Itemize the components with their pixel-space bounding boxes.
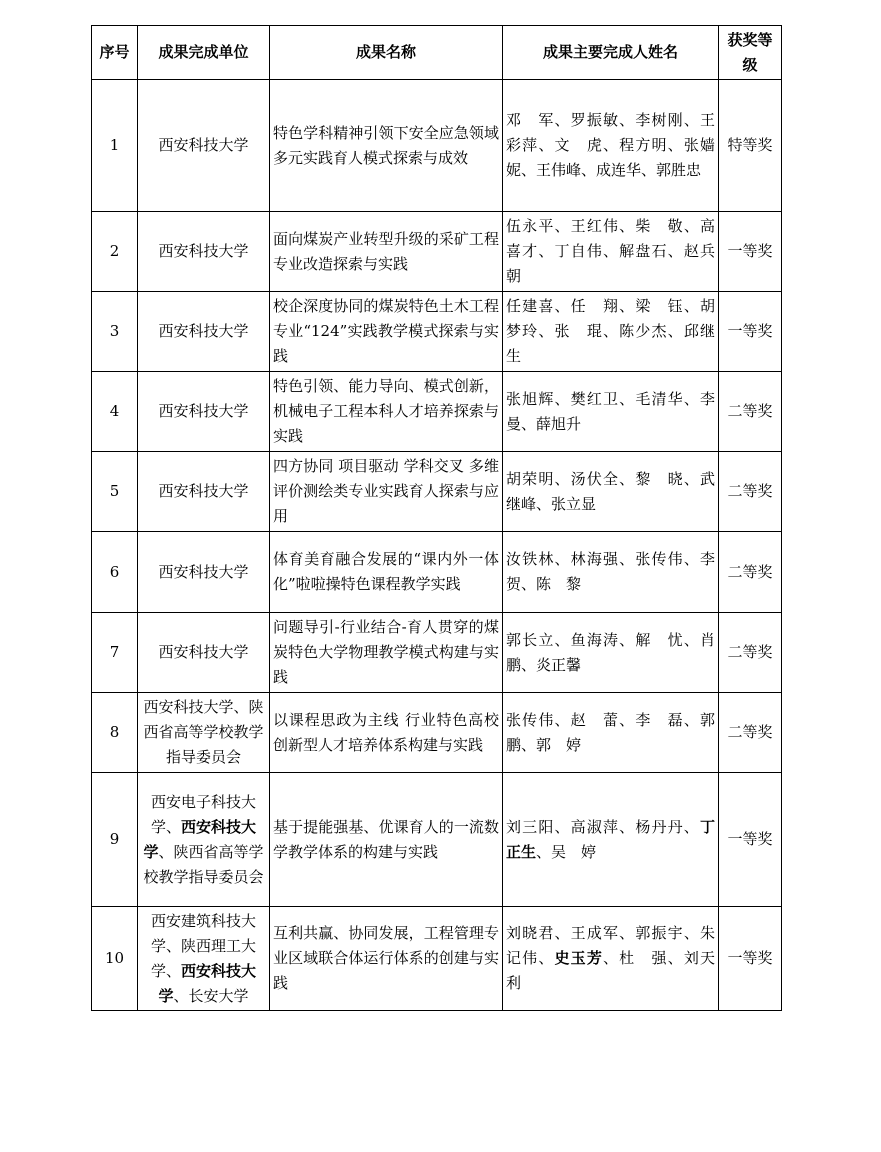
people-text: 张旭辉、樊红卫、毛清华、李 曼、薛旭升: [506, 389, 731, 433]
cell-people: [503, 212, 719, 292]
table-body: [92, 80, 782, 1011]
table-row: [92, 452, 782, 532]
table-row: [92, 773, 782, 907]
cell-no: 3: [92, 292, 138, 372]
cell-title: 互利共赢、协同发展，工程管理专业区域联合体运行体系的创建与实践: [270, 907, 503, 1011]
cell-award: 一等奖: [719, 292, 782, 372]
cell-people: [503, 773, 719, 907]
unit-text: 、长安大学: [173, 986, 249, 1005]
people-text: 胡荣明、汤伏全、黎 晓、武继峰、张立显: [506, 469, 715, 513]
cell-title: 问题导引-行业结合-育人贯穿的煤炭特色大学物理教学模式构建与实践: [270, 613, 503, 693]
cell-no: 8: [92, 693, 138, 773]
cell-people: [503, 907, 719, 1011]
header-award: 获奖等级: [719, 26, 782, 80]
cell-title: 四方协同 项目驱动 学科交叉 多维评价测绘类专业实践育人探索与应用: [270, 452, 503, 532]
cell-unit: [138, 372, 270, 452]
people-text: 汝铁林、林海强、张传伟、李 贺、陈 黎: [506, 550, 731, 593]
cell-people: [503, 372, 731, 452]
cell-award: 二等奖: [719, 372, 782, 452]
cell-unit: [138, 693, 270, 773]
cell-unit: [138, 773, 270, 907]
unit-text: 、陕西省高等学校教学指导委员会: [143, 842, 264, 886]
table-row: [92, 372, 782, 452]
people-text: 刘三阳、高淑萍、杨丹丹、: [506, 817, 700, 836]
unit-text: 西安科技大学: [158, 322, 249, 340]
unit-text: 西安科技大学: [158, 482, 249, 500]
cell-title: 校企深度协同的煤炭特色土木工程专业“124”实践教学模式探索与实践: [270, 292, 503, 372]
people-highlight: 丁正生: [506, 817, 715, 861]
cell-award: 一等奖: [719, 212, 782, 292]
cell-people: [503, 80, 719, 212]
header-unit: 成果完成单位: [138, 26, 270, 80]
table-row: [92, 907, 782, 1011]
unit-text: 西安科技大学: [158, 242, 249, 260]
header-title: 成果名称: [270, 26, 503, 80]
cell-people: [503, 613, 731, 693]
cell-title: 面向煤炭产业转型升级的采矿工程专业改造探索与实践: [270, 212, 503, 292]
unit-text: 西安科技大学: [158, 643, 249, 661]
table-row: [92, 532, 782, 613]
cell-title: 以课程思政为主线 行业特色高校创新型人才培养体系构建与实践: [270, 693, 503, 773]
people-text: 郭长立、鱼海涛、解 忧、肖 鹏、炎正馨: [506, 630, 731, 674]
cell-no: 9: [92, 773, 138, 907]
cell-award: 二等奖: [719, 693, 782, 773]
cell-no: 4: [92, 372, 138, 452]
unit-text: 西安科技大学: [158, 136, 249, 154]
cell-award: 特等奖: [719, 80, 782, 212]
people-text: 、吴 婷: [536, 842, 597, 861]
people-text: 刘晓君、王成军、郭振宇、朱记伟、: [506, 924, 715, 967]
cell-people: [503, 532, 731, 613]
cell-unit: [138, 613, 270, 693]
people-text: 任建喜、任 翔、梁 钰、胡梦玲、张 琨、陈少杰、邱继生: [506, 297, 715, 365]
cell-unit: [138, 532, 270, 613]
cell-no: 2: [92, 212, 138, 292]
cell-no: 1: [92, 80, 138, 212]
cell-people: [503, 452, 719, 532]
cell-unit: [138, 80, 270, 212]
cell-no: 7: [92, 613, 138, 693]
cell-award: 二等奖: [719, 532, 782, 613]
unit-text: 西安科技大学: [158, 402, 249, 420]
cell-award: 一等奖: [719, 907, 782, 1011]
cell-award: 二等奖: [719, 452, 782, 532]
cell-no: 10: [92, 907, 138, 1011]
cell-unit: [138, 907, 270, 1011]
header-people: 成果主要完成人姓名: [503, 26, 719, 80]
people-highlight: 史玉芳: [554, 949, 603, 967]
unit-text: 西安科技大学、陕西省高等学校教学指导委员会: [143, 698, 264, 766]
cell-no: 6: [92, 532, 138, 613]
unit-highlight: 西安科技大学: [158, 961, 257, 1005]
people-text: 伍永平、王红伟、柴 敬、高喜才、丁自伟、解盘石、赵兵朝: [506, 217, 715, 285]
cell-people: [503, 693, 731, 773]
header-row: [92, 26, 782, 80]
cell-award: 二等奖: [719, 613, 782, 693]
people-text: 张传伟、赵 蕾、李 磊、郭 鹏、郭 婷: [506, 710, 731, 754]
cell-title: 基于提能强基、优课育人的一流数学教学体系的构建与实践: [270, 773, 503, 907]
cell-title: 体育美育融合发展的“课内外一体化”啦啦操特色课程教学实践: [270, 532, 503, 613]
table-row: [92, 212, 782, 292]
unit-highlight: 西安科技大学: [143, 817, 257, 861]
table-row: [92, 80, 782, 212]
table-row: [92, 613, 782, 693]
cell-people: [503, 292, 719, 372]
table-row: [92, 693, 782, 773]
people-text: 、杜 强、刘天利: [506, 949, 715, 992]
cell-title: 特色学科精神引领下安全应急领域多元实践育人模式探索与成效: [270, 80, 503, 212]
cell-unit: [138, 292, 270, 372]
awards-table: [91, 25, 782, 1011]
unit-text: 西安建筑科技大学、陕西理工大学、: [150, 911, 256, 980]
cell-award: 一等奖: [719, 773, 782, 907]
table-row: [92, 292, 782, 372]
unit-text: 西安科技大学: [158, 562, 249, 581]
cell-title: 特色引领、能力导向、模式创新，机械电子工程本科人才培养探索与实践: [270, 372, 503, 452]
header-no: 序号: [92, 26, 138, 80]
people-text: 邓 军、罗振敏、李树刚、王彩萍、文 虎、程方明、张嫱妮、王伟峰、成连华、郭胜忠: [506, 111, 715, 179]
cell-unit: [138, 212, 270, 292]
cell-unit: [138, 452, 270, 532]
cell-no: 5: [92, 452, 138, 532]
unit-text: 西安电子科技大学、: [150, 792, 256, 836]
